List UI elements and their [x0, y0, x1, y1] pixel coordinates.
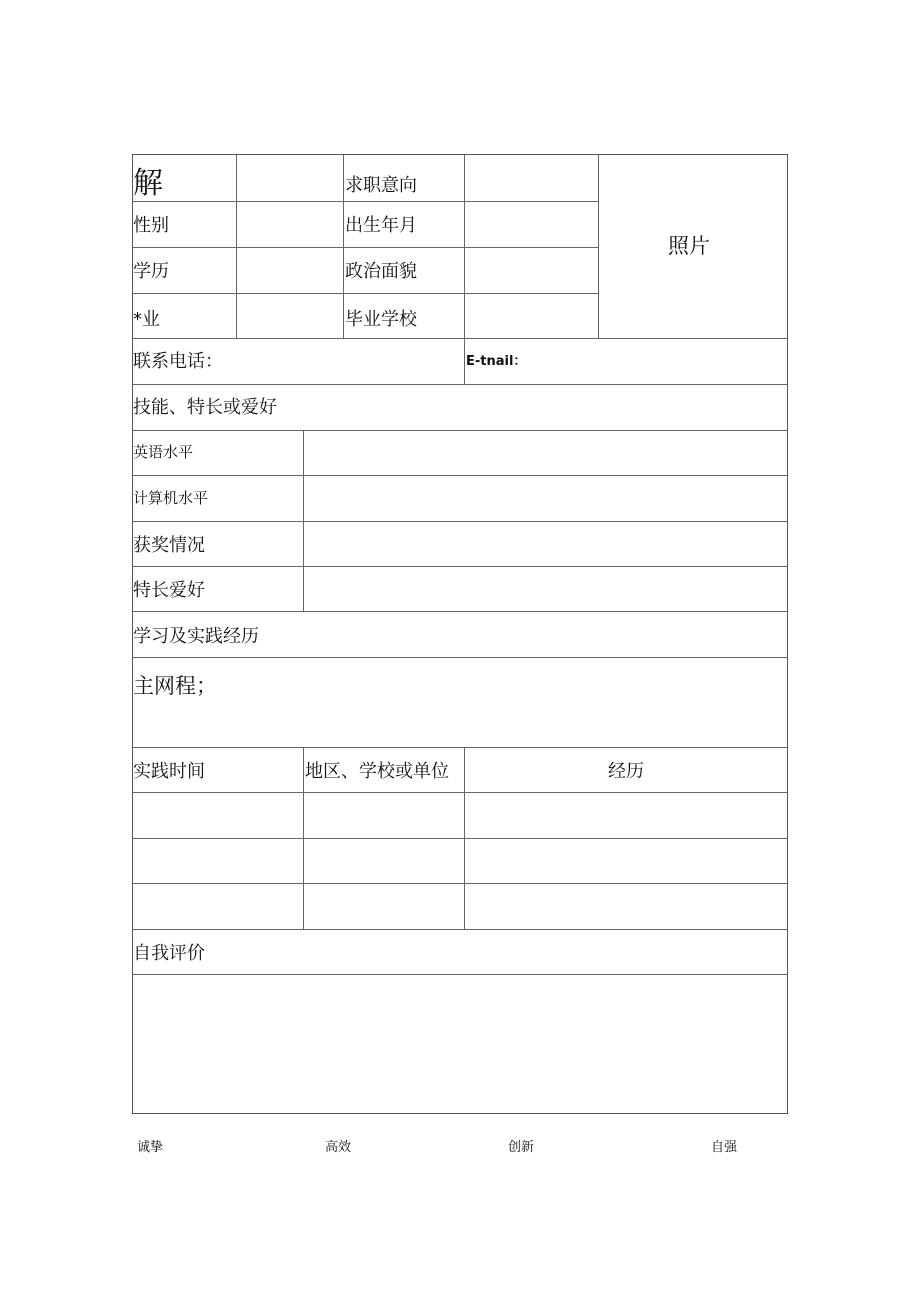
name-field[interactable] [237, 156, 342, 200]
english-level-label: 英语水平 [133, 443, 194, 461]
divider [133, 384, 787, 385]
table-row [133, 793, 787, 837]
phone-field[interactable] [225, 339, 460, 383]
school-field[interactable] [465, 294, 597, 337]
phone-label: 联系电话： [133, 351, 223, 372]
education-field[interactable] [237, 248, 342, 292]
birth-label: 出生年月 [345, 215, 417, 236]
computer-level-field[interactable] [304, 477, 786, 520]
political-label: 政治面貌 [345, 261, 417, 282]
job-intention-label: 求职意向 [345, 175, 417, 196]
table-row [133, 838, 787, 882]
practice-place-header: 地区、学校或单位 [305, 761, 449, 782]
english-level-field[interactable] [304, 431, 786, 474]
political-field[interactable] [465, 248, 597, 292]
self-evaluation-field[interactable] [133, 975, 786, 1112]
email-field[interactable] [540, 339, 785, 383]
divider [133, 611, 787, 612]
courses-field[interactable] [133, 702, 786, 745]
hobbies-label: 特长爱好 [133, 580, 205, 601]
experience-section-title: 学习及实践经历 [133, 626, 259, 647]
divider [133, 929, 787, 930]
birth-field[interactable] [465, 202, 597, 246]
practice-detail-cell[interactable] [465, 793, 785, 837]
practice-time-header: 实践时间 [133, 761, 205, 782]
job-intention-field[interactable] [465, 156, 597, 200]
skills-section-title: 技能、特长或爱好 [133, 397, 277, 418]
practice-place-cell[interactable] [304, 838, 464, 882]
hobbies-field[interactable] [304, 567, 786, 610]
practice-time-cell[interactable] [133, 793, 303, 837]
major-label: *业 [133, 309, 160, 330]
school-label: 毕业学校 [345, 309, 417, 330]
divider [343, 155, 344, 338]
courses-label: 主网程； [133, 674, 217, 698]
motto-sincere: 诚挚 [137, 1140, 164, 1155]
table-row [133, 884, 787, 928]
name-label: 解 [133, 166, 163, 201]
practice-detail-header: 经历 [608, 761, 644, 782]
divider [133, 747, 787, 748]
computer-level-label: 计算机水平 [133, 489, 209, 507]
major-field[interactable] [237, 294, 342, 337]
practice-time-cell[interactable] [133, 838, 303, 882]
divider [133, 475, 787, 476]
motto-innovative: 创新 [508, 1140, 535, 1155]
self-evaluation-title: 自我评价 [133, 943, 205, 964]
motto-efficient: 高效 [325, 1140, 352, 1155]
awards-label: 获奖情况 [133, 535, 205, 556]
photo-label: 照片 [668, 234, 710, 258]
divider [133, 657, 787, 658]
awards-field[interactable] [304, 522, 786, 565]
practice-time-cell[interactable] [133, 884, 303, 928]
practice-place-cell[interactable] [304, 884, 464, 928]
practice-detail-cell[interactable] [465, 884, 785, 928]
education-label: 学历 [133, 261, 169, 282]
practice-place-cell[interactable] [304, 793, 464, 837]
motto-self-improving: 自强 [711, 1140, 738, 1155]
email-label: E-tnail： [466, 354, 527, 369]
gender-label: 性别 [133, 215, 169, 236]
practice-detail-cell[interactable] [465, 838, 785, 882]
gender-field[interactable] [237, 202, 342, 246]
